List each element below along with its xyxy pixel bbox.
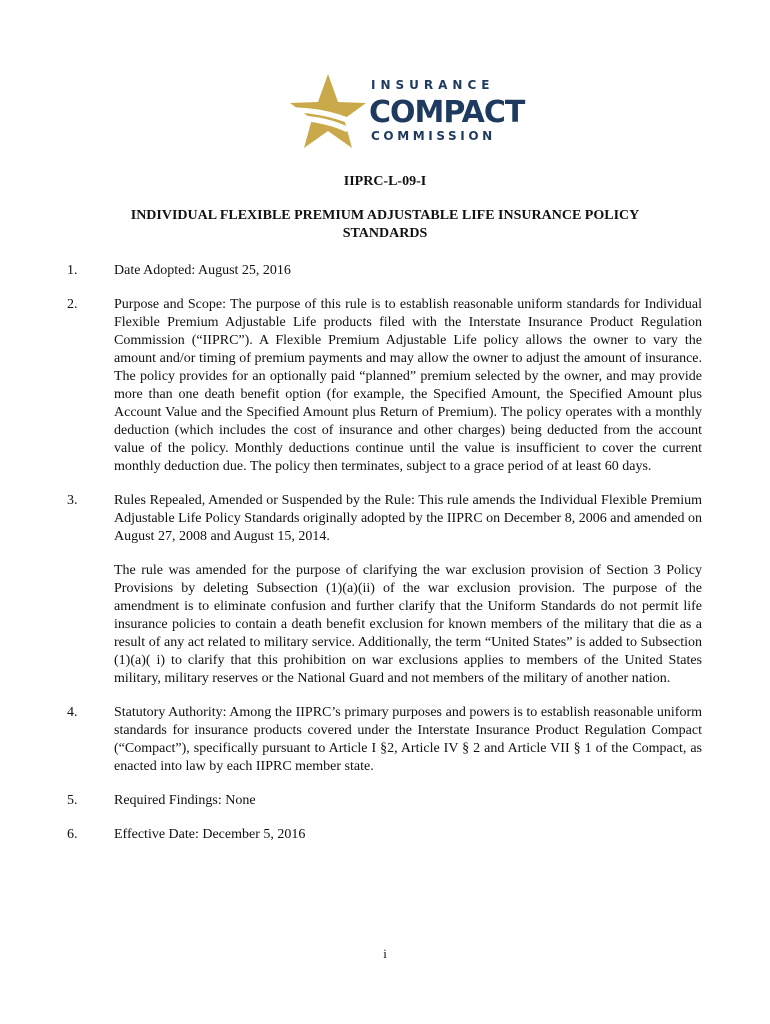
logo-graphic [284,72,525,154]
section-paragraph: The rule was amended for the purpose of clarifying the war exclusion provision of Section 3 Policy Provisions by deleting Subsection (1)(a)(ii) of the war exclusion provision. The purpose of the amendment is to eliminate confusion and further clarify that the Uniform Standards do not permit life insurance policies to contain a death benefit exclusion for known members of the military that die as a result of any act related to military service. Additionally, the term “United States” is added to Subsection (1)(a)( i) to clarify that this prohibition on war exclusions applies to members of the United States military, military reserves or the National Guard and not members of the military of another nation. [114,563,702,686]
section-number: 5. [67,793,78,808]
insurance-compact-commission-logo [284,72,525,154]
section-body [114,262,702,280]
section-paragraph: Purpose and Scope: The purpose of this rule is to establish reasonable uniform standards for Individual Flexible Premium Adjustable Life products filed with the Interstate Insurance Product Regulation Commission (“IIPRC”). A Flexible Premium Adjustable Life policy allows the owner to vary the amount and/or timing of premium payments and may allow the owner to adjust the amount of insurance. The policy provides for an optionally paid “planned” premium selected by the owner, and may provide more than one death benefit option (for example, the Specified Amount, the Specified Amount plus Account Value and the Specified Amount plus Return of Premium). The policy operates with a monthly deduction (which includes the cost of insurance and other charges) being deducted from the account value of the policy. Monthly deductions continue until the value is insufficient to cover the current monthly deduction due. The policy then terminates, subject to a grace period of at least 60 days. [114,297,702,474]
section-number: 1. [67,263,78,278]
section-5 [0,792,770,810]
page-number: i [383,946,387,961]
section-2 [0,296,770,476]
section-body [114,826,702,844]
document-id: IIPRC-L-09-I [343,174,427,189]
sections-list [0,262,770,860]
logo-line-1: INSURANCE [371,78,495,92]
section-3 [0,492,770,688]
section-body [114,704,702,776]
section-number: 2. [67,297,78,312]
section-number: 4. [67,705,78,720]
document-title: INDIVIDUAL FLEXIBLE PREMIUM ADJUSTABLE LIFE INSURANCE POLICY STANDARDS [130,208,640,241]
section-body [114,492,702,688]
section-paragraph: Date Adopted: August 25, 2016 [114,263,291,278]
logo-line-3: COMMISSION [371,129,496,143]
section-paragraph: Rules Repealed, Amended or Suspended by the Rule: This rule amends the Individual Flexible Premium Adjustable Life Policy Standards originally adopted by the IIPRC on December 8, 2006 and amended on August 27, 2008 and August 15, 2014. [114,493,702,544]
section-body [114,792,702,810]
section-1 [0,262,770,280]
section-number: 6. [67,827,78,842]
section-paragraph: Required Findings: None [114,793,256,808]
section-body [114,296,702,476]
section-number: 3. [67,493,78,508]
star-icon [284,74,366,148]
section-6 [0,826,770,844]
section-paragraph: Effective Date: December 5, 2016 [114,827,306,842]
logo-line-2: COMPACT [369,95,525,130]
section-4 [0,704,770,776]
section-paragraph: Statutory Authority: Among the IIPRC’s primary purposes and powers is to establish reasonable uniform standards for insurance products covered under the Interstate Insurance Product Regulation Compact (“Compact”), specifically pursuant to Article I §2, Article IV § 2 and Article VII § 1 of the Compact, as enacted into law by each IIPRC member state. [114,705,702,774]
